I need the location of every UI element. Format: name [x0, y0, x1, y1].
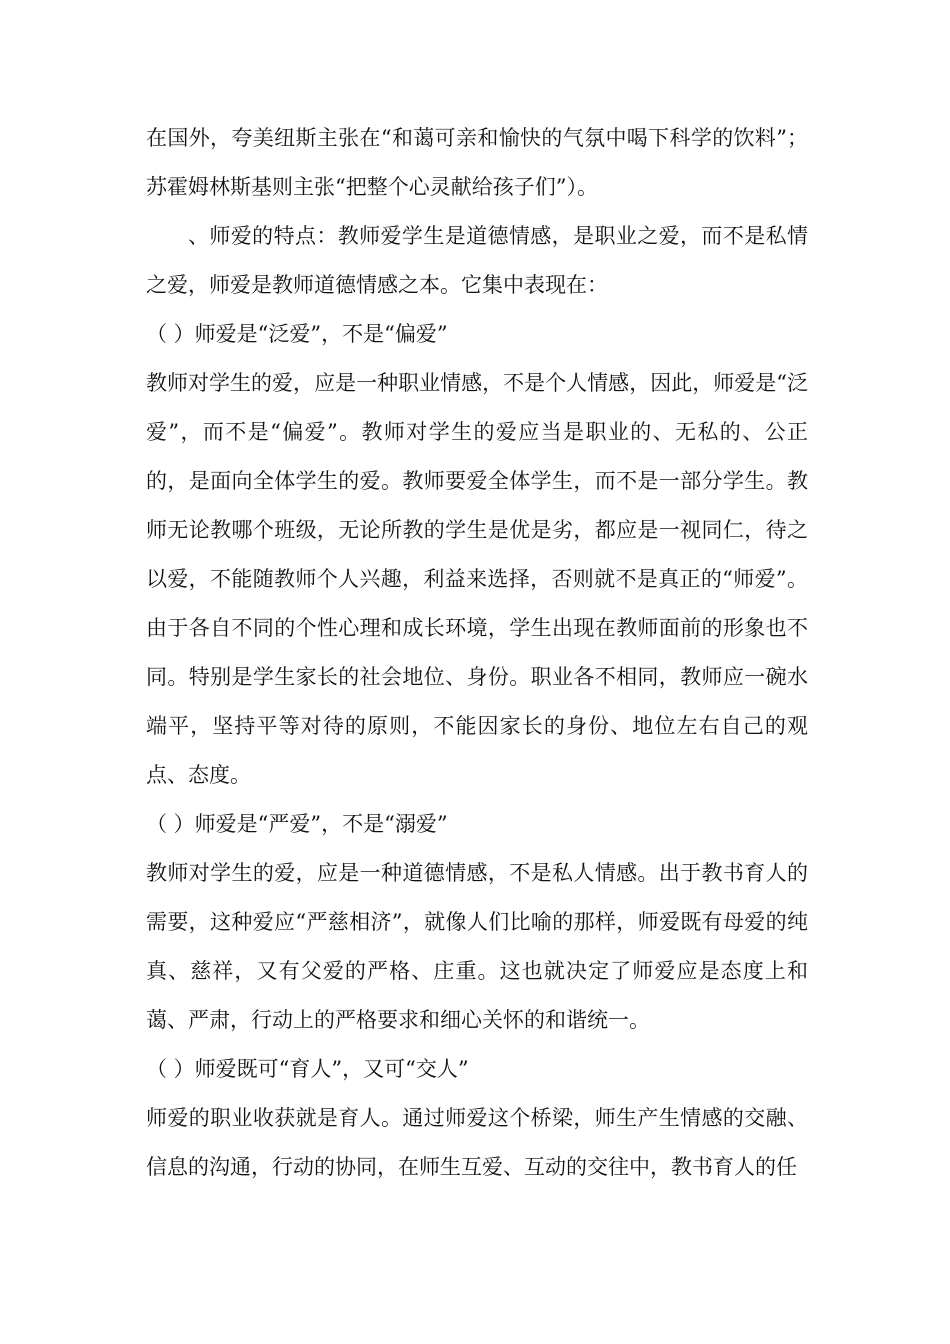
- heading-educating-love: （ ）师爱既可“育人”，又可“交人”: [146, 1057, 469, 1081]
- paragraph-universal-love: 教师对学生的爱，应是一种职业情感，不是个人情感，因此，师爱是“泛爱”，而不是“偏爱”。教师对学生的爱应当是职业的、无私的、公正的，是面向全体学生的爱。教师要爱全体学生，而不是一部分学生。教师无论教哪个班级，无论所教的学生是优是劣，都应是一视同仁，待之以爱，不能随教师个人兴趣，利益来选择，否则就不是真正的“师爱”。由于各自不同的个性心理和成长环境，学生出现在教师面前的形象也不同。特别是学生家长的社会地位、身份。职业各不相同，教师应一碗水端平，坚持平等对待的原则，不能因家长的身份、地位左右自己的观点、态度。: [146, 371, 808, 787]
- paragraph-strict-love: 教师对学生的爱，应是一种道德情感，不是私人情感。出于教书育人的需要，这种爱应“严慈相济”，就像人们比喻的那样，师爱既有母爱的纯真、慈祥，又有父爱的严格、庄重。这也就决定了师爱应是态度上和蔼、严肃，行动上的严格要求和细心关怀的和谐统一。: [146, 861, 808, 1032]
- paragraph-teacher-love-features: 、师爱的特点：教师爱学生是道德情感，是职业之爱，而不是私情之爱，师爱是教师道德情感之本。它集中表现在：: [146, 224, 808, 297]
- heading-universal-love: （ ）师爱是“泛爱”，不是“偏爱”: [146, 322, 448, 346]
- document-body: [146, 114, 808, 1192]
- heading-strict-love: （ ）师爱是“严爱”，不是“溺爱”: [146, 812, 448, 836]
- paragraph-educating-love: 师爱的职业收获就是育人。通过师爱这个桥梁，师生产生情感的交融、信息的沟通，行动的协同，在师生互爱、互动的交往中，教书育人的任: [146, 1106, 808, 1179]
- paragraph-kamenski-quote: 在国外，夸美纽斯主张在“和蔼可亲和愉快的气氛中喝下科学的饮料”；苏霍姆林斯基则主张“把整个心灵献给孩子们”）。: [146, 126, 808, 199]
